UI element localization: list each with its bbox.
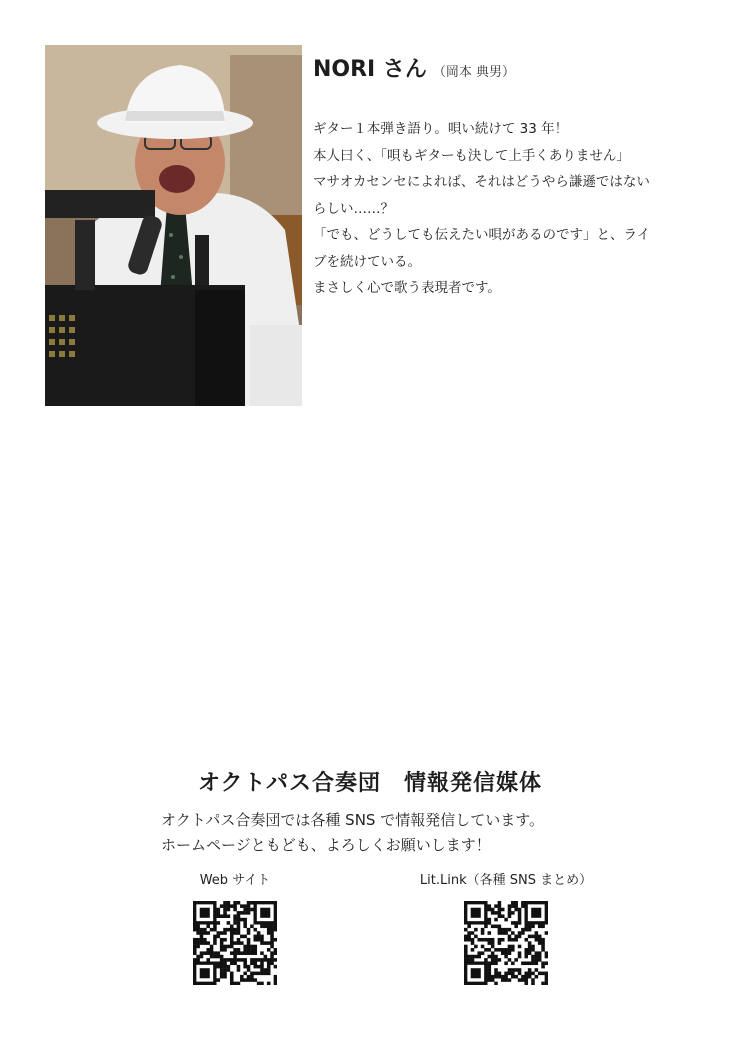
media-section-title: オクトパス合奏団 情報発信媒体 — [197, 771, 543, 796]
description-line: オクトパス合奏団では各種 SNS で情報発信しています。 — [161, 811, 545, 829]
bio-line: 本人曰く、「唄もギターも決して上手くありません」 — [313, 147, 630, 164]
profile-name-line — [313, 52, 515, 83]
qr-block-website — [166, 871, 304, 985]
media-description — [161, 808, 544, 858]
performer-real-name: （岡本 典男） — [432, 65, 516, 80]
bio-line: ギター１本弾き語り。唄い続けて 33 年！ — [313, 121, 569, 137]
qr-label-website: Web サイト — [199, 873, 271, 888]
qr-code-icon[interactable] — [193, 901, 277, 985]
bio-line: ブを続けている。 — [313, 253, 421, 270]
bio-line: まさしく心で歌う表現者です。 — [313, 280, 501, 296]
performer-name: NORI さん — [313, 57, 427, 82]
qr-block-litlink — [386, 871, 626, 985]
performer-photo — [45, 45, 302, 406]
bio-line: マサオカセンセによれば、それはどうやら謙遜ではない — [313, 174, 650, 190]
qr-label-litlink: Lit.Link（各種 SNS まとめ） — [419, 873, 593, 888]
bio-line: らしい……？ — [313, 200, 394, 217]
performer-bio — [313, 116, 718, 302]
qr-code-icon[interactable] — [464, 901, 548, 985]
description-line: ホームページともども、よろしくお願いします！ — [161, 836, 491, 854]
bio-line: 「でも、どうしても伝えたい唄があるのです」と、ライ — [313, 227, 651, 243]
